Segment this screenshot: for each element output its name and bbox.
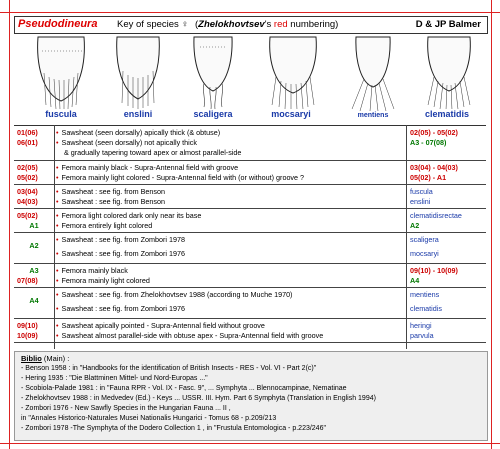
couplet-text: • Femora mainly black - Supra-Antennal field with groove [56, 163, 239, 172]
figure-fuscula [32, 33, 90, 123]
bullet-icon: • [56, 128, 59, 137]
sawsheath-drawing-icon [109, 33, 167, 113]
couplet-text: • Sawsheat : see fig. from Zombori 1976 [56, 249, 185, 258]
key-line [14, 138, 486, 148]
key-line [14, 266, 486, 276]
bullet-icon: • [56, 249, 59, 258]
key-line [14, 148, 486, 158]
couplet-result: A2 [410, 221, 420, 230]
species-result: enslini [410, 197, 431, 206]
bibliography-entry: in "Annales Historico-Naturales Musei Nationalis Hungarici - Tomus 68 - p.209/213 [21, 415, 277, 422]
column-divider-left [54, 125, 55, 349]
couplet-number: A2 [29, 241, 39, 250]
couplet-text: • Sawsheat : see fig. from Zhelokhovtsev 1988 (according to Muche 1970) [56, 290, 293, 299]
key-of-species-label: Key of species ♀ [117, 19, 189, 30]
couplet-text: • Sawsheat : see fig. from Zombori 1978 [56, 235, 185, 244]
key-line [14, 331, 486, 341]
key-line [14, 128, 486, 138]
couplet-result: A4 [410, 276, 420, 285]
couplet-number: 07(08) [17, 276, 38, 285]
species-result: clematidisrectae [410, 211, 462, 220]
bullet-icon: • [56, 173, 59, 182]
species-label: mocsaryi [262, 109, 320, 119]
bibliography-entry: - Zombori 1976 - New Sawfly Species in the Hungarian Fauna ... II , [21, 405, 231, 412]
bullet-icon: • [56, 304, 59, 313]
header-bar [14, 16, 488, 34]
table-row [14, 319, 486, 343]
couplet-number: 05(02) [17, 211, 38, 220]
table-row [14, 126, 486, 161]
sawsheath-drawing-icon [184, 33, 242, 113]
couplet-number: A1 [29, 221, 39, 230]
genus-title: Pseudodineura [18, 18, 98, 30]
bullet-icon: • [56, 290, 59, 299]
red-guide-right [491, 0, 492, 449]
figure-mocsaryi [262, 33, 320, 123]
couplet-number: A4 [29, 296, 39, 305]
table-row [14, 185, 486, 209]
table-row [14, 161, 486, 185]
couplet-text: • Femora mainly light colored - Supra-Antennal field with (or without) groove ? [56, 173, 305, 182]
species-result: heringi [410, 321, 432, 330]
couplet-number: 09(10) [17, 321, 38, 330]
sawsheath-drawing-icon [344, 33, 402, 113]
column-divider-right [406, 125, 407, 349]
bullet-icon: • [56, 211, 59, 220]
key-line [14, 249, 486, 259]
species-result: fuscula [410, 187, 433, 196]
couplet-text: • Femora mainly black [56, 266, 128, 275]
bibliography-entry: - Zombori 1978 -The Symphyta of the Dodero Collection 1 , in "Frustula Entomologica - p.223/246" [21, 425, 326, 432]
couplet-text: • Femora entirely light colored [56, 221, 153, 230]
couplet-text: • Sawsheat (seen dorsally) apically thick (& obtuse) [56, 128, 221, 137]
species-result: parvula [410, 331, 434, 340]
species-result: scaligera [410, 235, 439, 244]
sawsheath-drawing-icon [262, 33, 324, 113]
couplet-result: 05(02) - A1 [410, 173, 447, 182]
species-label: mentiens [344, 112, 402, 119]
key-line [14, 187, 486, 197]
couplet-text: • Femora mainly light colored [56, 276, 150, 285]
bullet-icon: • [56, 266, 59, 275]
couplet-number: 10(09) [17, 331, 38, 340]
couplet-result: 09(10) - 10(09) [410, 266, 458, 275]
couplet-text: • Sawsheat (seen dorsally) not apically thick [56, 138, 197, 147]
figure-enslini [109, 33, 167, 123]
couplet-text: • Sawsheat : see fig. from Benson [56, 197, 166, 206]
species-key-table [14, 125, 486, 343]
couplet-result: A3 - 07(08) [410, 138, 447, 147]
table-row [14, 209, 486, 233]
bullet-icon: • [56, 321, 59, 330]
bullet-icon: • [56, 221, 59, 230]
bibliography-heading: Biblio (Main) : [21, 354, 70, 363]
sawsheath-drawing-icon [418, 33, 480, 113]
species-label: clematidis [418, 109, 476, 119]
bibliography-entry: - Benson 1958 : in "Handbooks for the identification of British Insects - RES - Vol. VI - Part 2(c)" [21, 365, 317, 372]
species-result: mocsaryi [410, 249, 439, 258]
key-line [14, 276, 486, 286]
couplet-text: • Sawsheat almost parallel-side with obtuse apex - Supra-Antennal field with groove [56, 331, 324, 340]
figure-clematidis [418, 33, 476, 123]
bibliography-entry: - Zhelokhovtsev 1988 : in Medvedev (Ed.) - Keys ... USSR. III. Hym. Part 6 Symphyta (Translation in English 1994) [21, 395, 376, 402]
red-guide-top [0, 12, 500, 13]
couplet-result: 02(05) - 05(02) [410, 128, 458, 137]
couplet-text: • Sawsheat : see fig. from Zombori 1976 [56, 304, 185, 313]
key-line [14, 321, 486, 331]
key-line [14, 221, 486, 231]
bullet-icon: • [56, 276, 59, 285]
couplet-text: • Sawsheat : see fig. from Benson [56, 187, 166, 196]
sawsheath-drawing-icon [32, 33, 90, 113]
bibliography-box [14, 351, 488, 441]
couplet-number: 01(06) [17, 128, 38, 137]
red-guide-left [9, 0, 10, 449]
table-row [14, 288, 486, 319]
bullet-icon: • [56, 235, 59, 244]
key-line [14, 173, 486, 183]
couplet-number: 03(04) [17, 187, 38, 196]
couplet-number: 06(01) [17, 138, 38, 147]
species-label: enslini [109, 109, 167, 119]
authors-label: D & JP Balmer [415, 19, 481, 30]
red-guide-bottom [0, 443, 500, 444]
key-line [14, 211, 486, 221]
key-line [14, 163, 486, 173]
couplet-result: 03(04) - 04(03) [410, 163, 458, 172]
species-result: mentiens [410, 290, 440, 299]
table-row [14, 264, 486, 288]
couplet-number: A3 [29, 266, 39, 275]
figure-mentiens [344, 33, 402, 123]
bullet-icon: • [56, 187, 59, 196]
table-row [14, 233, 486, 264]
species-label: scaligera [184, 109, 242, 119]
species-figures [14, 33, 486, 125]
couplet-text: • Femora light colored dark only near its base [56, 211, 202, 220]
key-line [14, 304, 486, 314]
bullet-icon: • [56, 163, 59, 172]
couplet-number: 05(02) [17, 173, 38, 182]
bibliography-entry: - Scobiola-Palade 1981 : in "Fauna RPR - Vol. IX - Fasc. 9", ... Symphyta ... Blennocampinae, Nematinae [21, 385, 347, 392]
bullet-icon: • [56, 138, 59, 147]
key-line [14, 197, 486, 207]
species-label: fuscula [32, 109, 90, 119]
numbering-note: (Zhelokhovtsev's red numbering) [195, 19, 339, 30]
bibliography-entry: - Hering 1935 : "Die Blattminen Mittel- und Nord-Europas ..." [21, 375, 208, 382]
couplet-number: 04(03) [17, 197, 38, 206]
bullet-icon: • [56, 331, 59, 340]
couplet-number: 02(05) [17, 163, 38, 172]
couplet-text-continued: & gradually tapering toward apex or almost parallel-side [64, 148, 242, 157]
bullet-icon: • [56, 197, 59, 206]
figure-scaligera [184, 33, 242, 123]
species-result: clematidis [410, 304, 442, 313]
couplet-text: • Sawsheat apically pointed - Supra-Antennal field without groove [56, 321, 265, 330]
